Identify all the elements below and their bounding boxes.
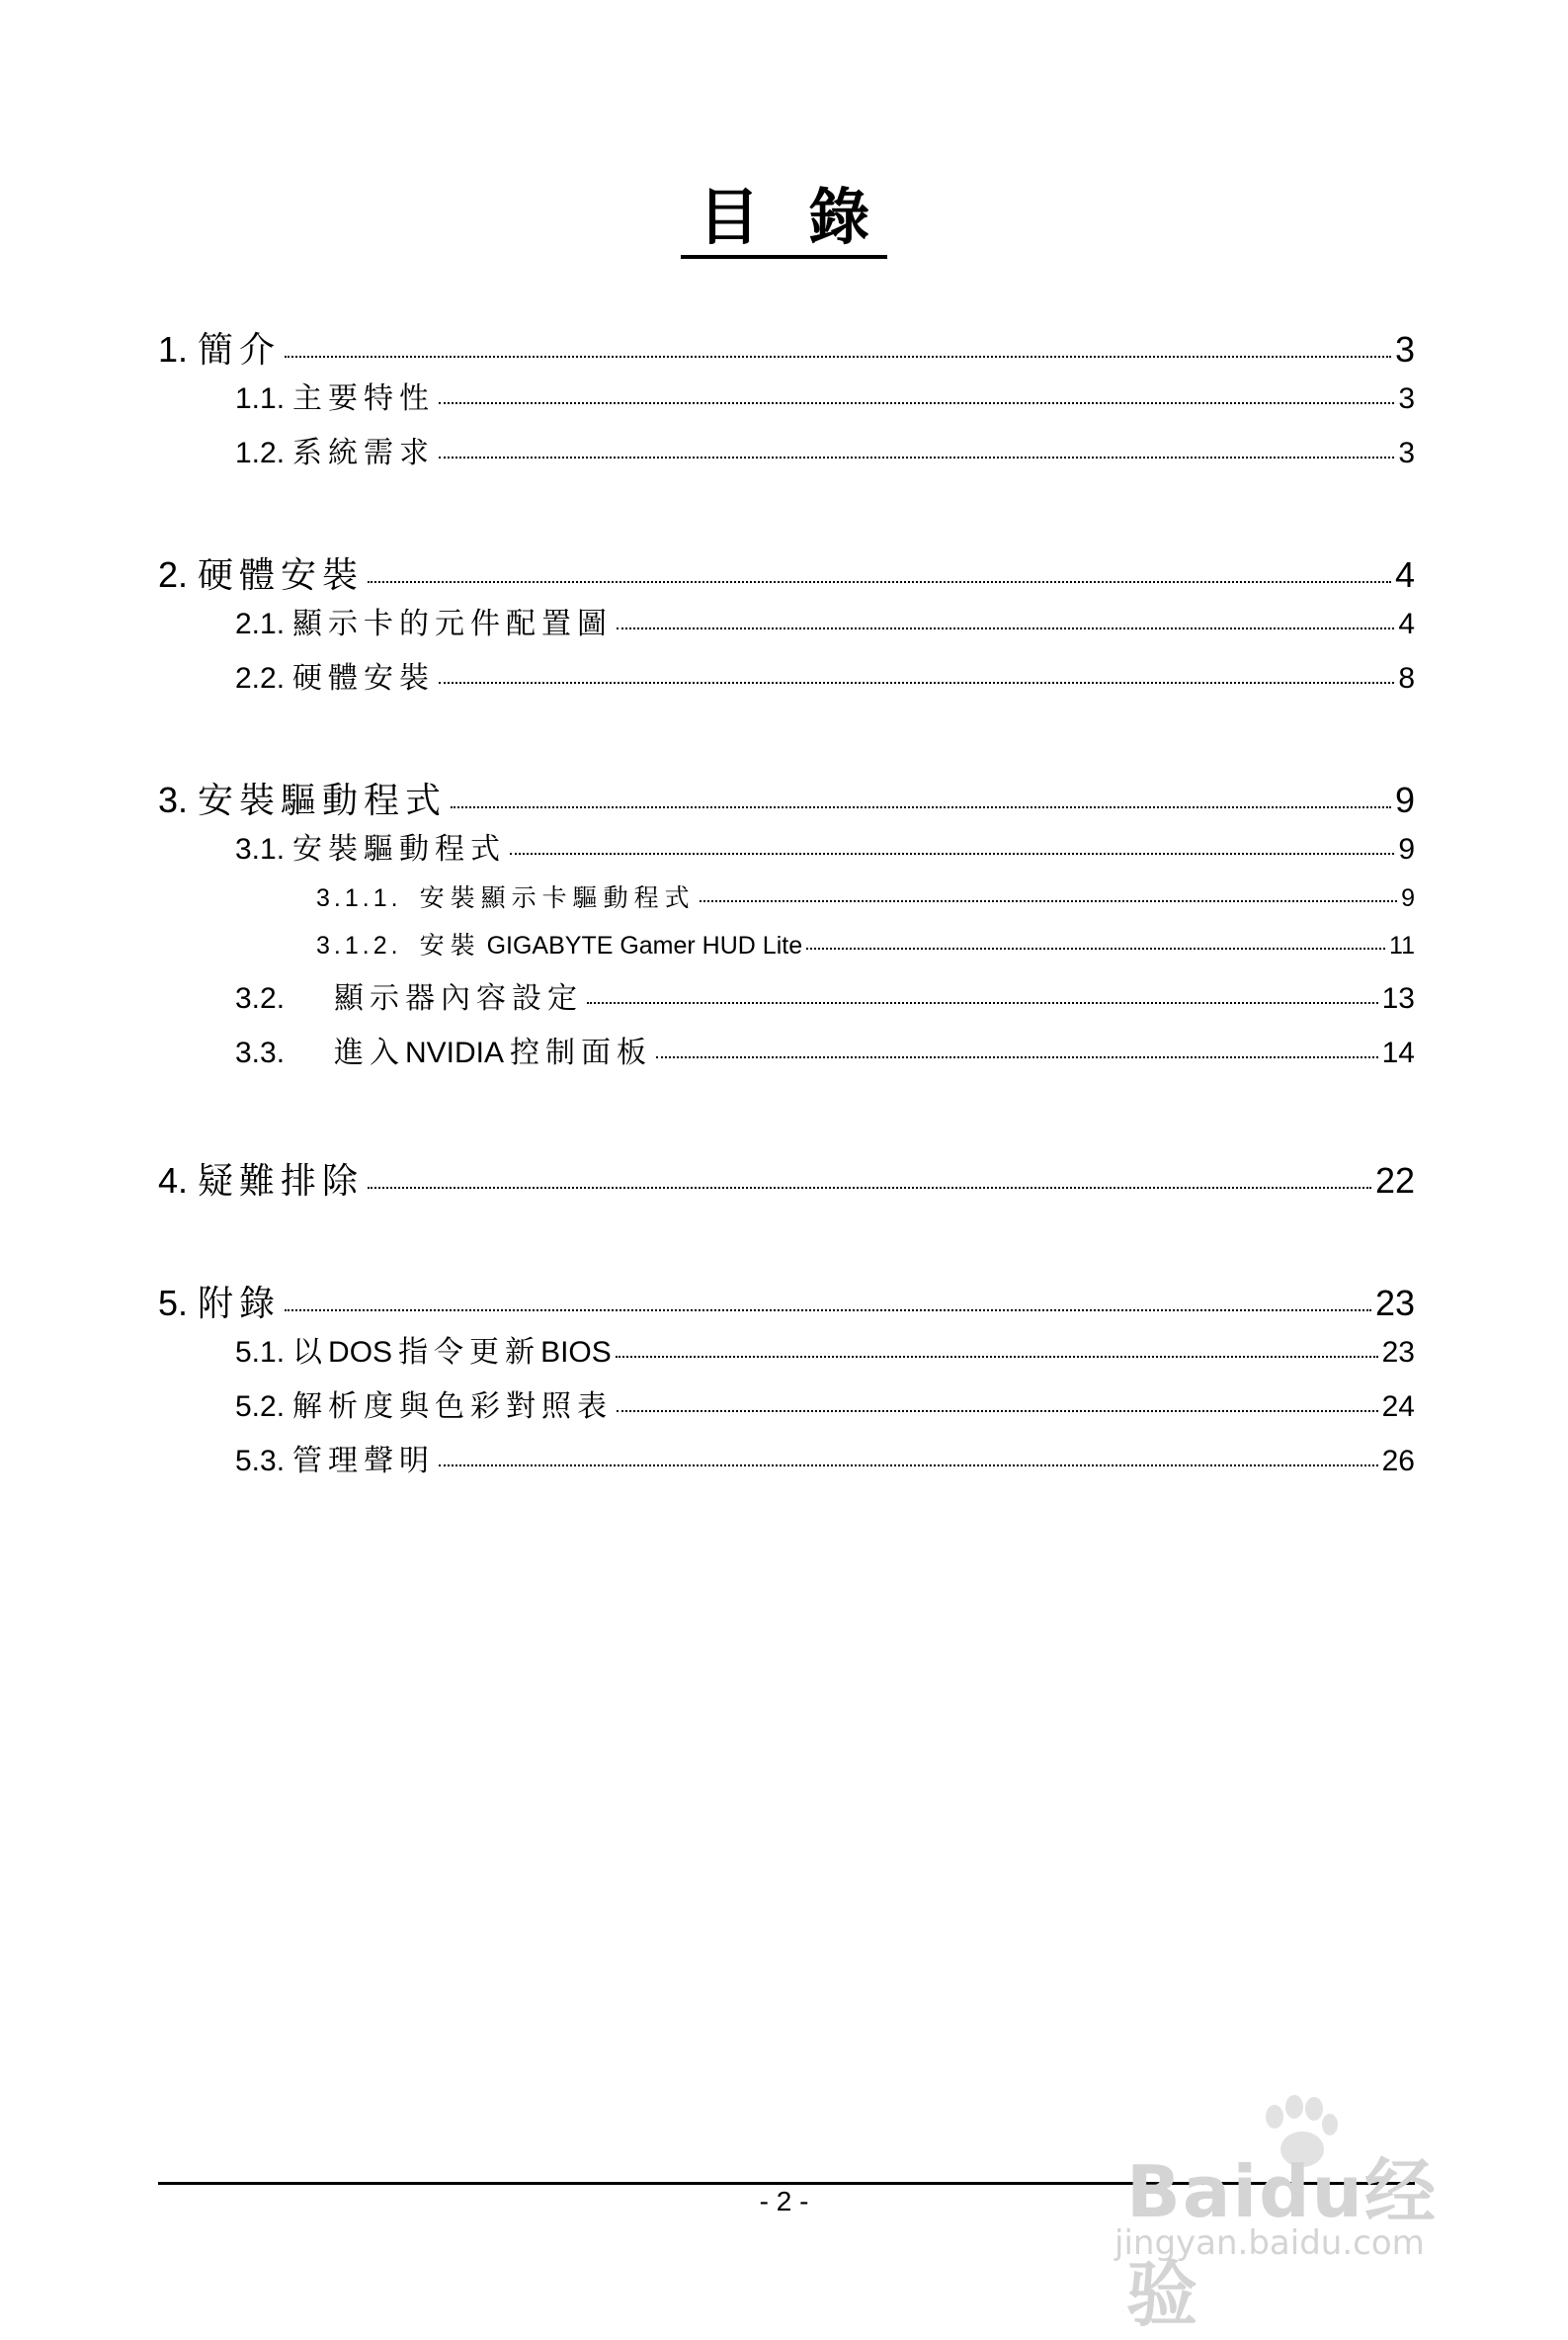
watermark-url: jingyan.baidu.com <box>1114 2223 1425 2263</box>
toc-entry-hardware-installation[interactable]: 2. 硬體安裝 4 <box>158 554 1415 596</box>
toc-entry-regulatory-notices[interactable]: 5.3. 管理聲明 26 <box>235 1444 1415 1478</box>
dot-leader <box>700 900 1398 902</box>
dot-leader <box>439 402 1394 404</box>
toc-entry-system-requirements[interactable]: 1.2. 系統需求 3 <box>235 436 1415 470</box>
dot-leader <box>656 1056 1378 1058</box>
dot-leader <box>616 1356 1378 1358</box>
toc-entry-install-gamer-hud[interactable]: 3.1.2. 安裝 GIGABYTE Gamer HUD Lite 11 <box>316 931 1415 960</box>
dot-leader <box>617 627 1394 629</box>
toc-entry-display-settings[interactable]: 3.2. 顯示器內容設定 13 <box>235 981 1415 1016</box>
dot-leader <box>510 853 1394 855</box>
toc-entry-appendix[interactable]: 5. 附錄 23 <box>158 1283 1415 1324</box>
page-number: - 2 - <box>759 2186 809 2216</box>
toc-entry-resolution-table[interactable]: 5.2. 解析度與色彩對照表 24 <box>235 1389 1415 1424</box>
watermark-brand: Baidu经验 <box>1126 2150 1438 2336</box>
dot-leader <box>368 1187 1371 1189</box>
toc-entry-install-vga-driver[interactable]: 3.1.1. 安裝顯示卡驅動程式 9 <box>316 883 1415 912</box>
dot-leader <box>439 457 1394 459</box>
dot-leader <box>806 948 1385 950</box>
baidu-watermark <box>1107 2095 1482 2336</box>
toc-entry-troubleshooting[interactable]: 4. 疑難排除 22 <box>158 1160 1415 1202</box>
dot-leader <box>451 806 1391 808</box>
dot-leader <box>617 1410 1378 1412</box>
toc-entry-hardware-install[interactable]: 2.2. 硬體安裝 8 <box>235 661 1415 696</box>
dot-leader <box>368 581 1391 583</box>
dot-leader <box>587 1002 1378 1004</box>
toc-entry-main-features[interactable]: 1.1. 主要特性 3 <box>235 381 1415 416</box>
dot-leader <box>439 682 1394 684</box>
toc-entry-card-layout[interactable]: 2.1. 顯示卡的元件配置圖 4 <box>235 607 1415 641</box>
dot-leader <box>285 1309 1371 1311</box>
toc-entry-install-drivers[interactable]: 3.1. 安裝驅動程式 9 <box>235 832 1415 867</box>
toc-entry-bios-update[interactable]: 5.1. 以 DOS 指令更新 BIOS 23 <box>235 1335 1415 1370</box>
page-title: 目 錄 <box>0 168 1568 256</box>
toc-entry-nvidia-control-panel[interactable]: 3.3. 進入 NVIDIA 控制面板 14 <box>235 1036 1415 1070</box>
dot-leader <box>285 356 1391 358</box>
dot-leader <box>439 1464 1378 1466</box>
toc-entry-introduction[interactable]: 1. 簡介 3 <box>158 329 1415 371</box>
table-of-contents <box>158 322 1415 1490</box>
toc-entry-driver-installation[interactable]: 3. 安裝驅動程式 9 <box>158 780 1415 821</box>
